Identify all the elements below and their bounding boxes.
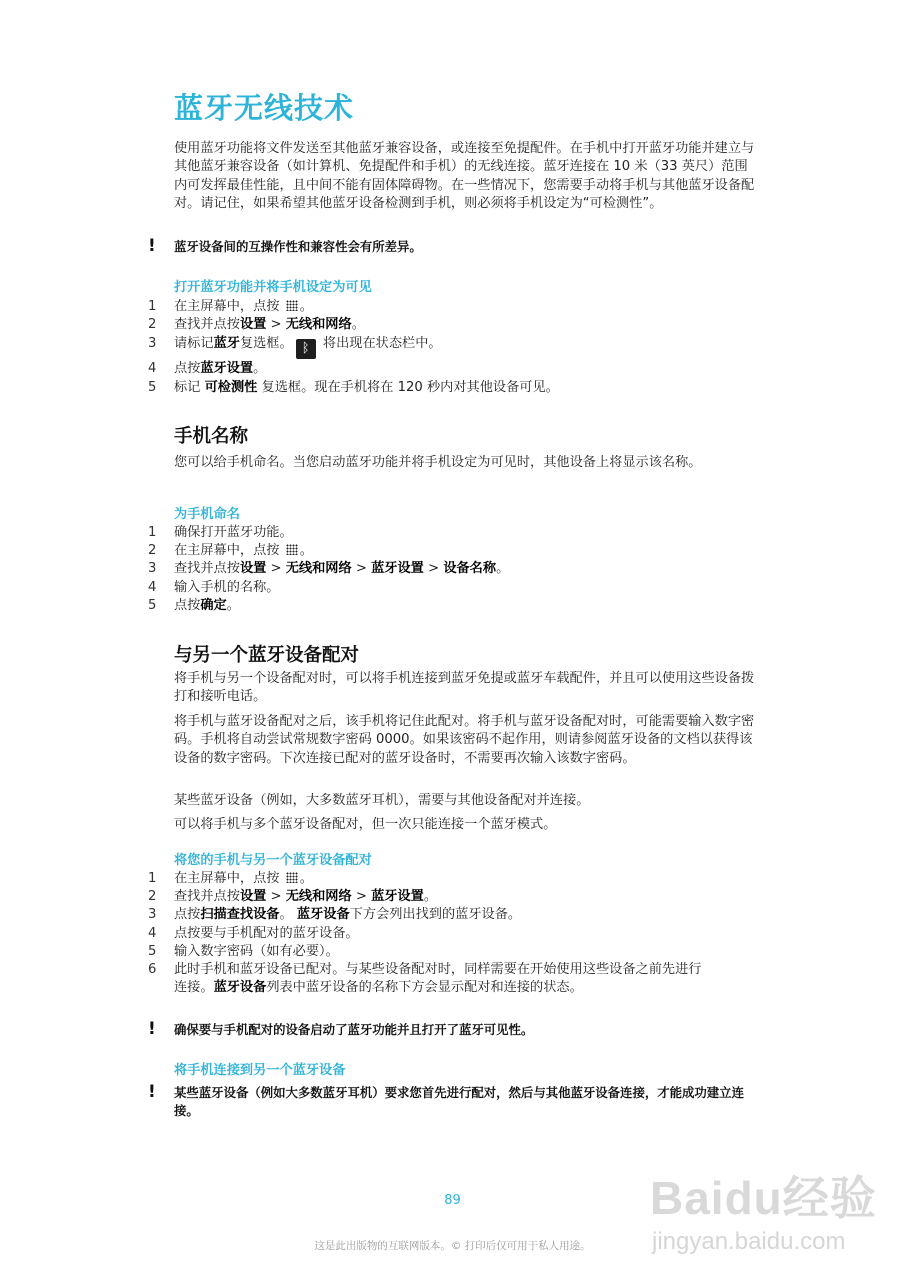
note-interoperability: ! 蓝牙设备间的互操作性和兼容性会有所差异。 [148,236,422,256]
note-pairing-visibility: ! 确保要与手机配对的设备启动了蓝牙功能并且打开了蓝牙可见性。 [148,1019,534,1039]
page-title: 蓝牙无线技术 [174,91,355,125]
pairing-paragraph-2: 将手机与蓝牙设备配对之后，该手机将记住此配对。将手机与蓝牙设备配对时，可能需要输入数字密码。手机将自动尝试常规数字密码 0000。如果该密码不起作用，则请参阅蓝牙设备的文档以获得该设备的数字密码。下次连接已配对的蓝牙设备时，不需要再次输入该数字密码。 [174,714,755,766]
warning-icon: ! [148,1019,156,1039]
list-item: 4 点按蓝牙设置。 [148,361,267,377]
list-item: 2 查找并点按设置 > 无线和网络 > 蓝牙设置。 [148,889,438,905]
list-item: 1 在主屏幕中，点按 。 [148,871,313,886]
list-item: 4 点按要与手机配对的蓝牙设备。 [148,925,359,941]
pairing-paragraph-3: 某些蓝牙设备（例如，大多数蓝牙耳机），需要与其他设备配对并连接。 [174,793,590,808]
baidu-logo: Baidu经验 [650,1172,877,1224]
warning-icon: ! [148,236,156,256]
list-item: 1 在主屏幕中，点按 。 [148,299,313,314]
steps-name-phone [148,524,758,615]
subheading-name-phone: 为手机命名 [174,507,240,522]
page-number: 89 [444,1193,461,1208]
list-item: 5 标记 可检测性 复选框。现在手机将在 120 秒内对其他设备可见。 [148,379,559,395]
steps-pair-device [148,870,758,997]
pairing-paragraph-1: 将手机与另一个设备配对时，可以将手机连接到蓝牙免提或蓝牙车载配件，并且可以使用这些设备拨打和接听电话。 [174,671,755,705]
list-item: 6 此时手机和蓝牙设备已配对。与某些设备配对时，同样需要在开始使用这些设备之前先进行连接。蓝牙设备列表中蓝牙设备的名称下方会显示配对和连接的状态。 [148,962,702,996]
subheading-connect-device: 将手机连接到另一个蓝牙设备 [174,1063,346,1078]
list-item: 3 点按扫描查找设备。 蓝牙设备下方会列出找到的蓝牙设备。 [148,907,522,923]
pairing-paragraph-4: 可以将手机与多个蓝牙设备配对，但一次只能连接一个蓝牙模式。 [174,817,557,832]
watermark-url: jingyan.baidu.com [652,1228,846,1255]
intro-paragraph: 使用蓝牙功能将文件发送至其他蓝牙兼容设备，或连接至免提配件。在手机中打开蓝牙功能并建立与其他蓝牙兼容设备（如计算机、免提配件和手机）的无线连接。蓝牙连接在 10 米（33 英尺）范围内可发挥最佳性能，且中间不能有固体障碍物。在一些情况下，您需要手动将手机与其他蓝牙设备配对。请记住，如果希望其他蓝牙设备检测到手机，则必须将手机设定为“可检测性”。 [174,141,755,212]
baidu-watermark [640,1148,880,1268]
note-connect-device: ! 某些蓝牙设备（例如大多数蓝牙耳机）要求您首先进行配对，然后与其他蓝牙设备连接，才能成功建立连接。 [148,1082,744,1118]
list-item: 2 在主屏幕中，点按 。 [148,543,313,559]
section-heading-enable-bluetooth: 打开蓝牙功能并将手机设定为可见 [174,280,372,295]
list-item: 4 输入手机的名称。 [148,579,280,595]
apps-grid-icon [286,300,298,311]
list-item: 5 输入数字密码（如有必要）。 [148,943,339,959]
list-item: 5 点按确定。 [148,597,240,613]
section-heading-phone-name: 手机名称 [174,426,249,447]
list-item: 3 查找并点按设置 > 无线和网络 > 蓝牙设置 > 设备名称。 [148,561,510,577]
phone-name-paragraph: 您可以给手机命名。当您启动蓝牙功能并将手机设定为可见时，其他设备上将显示该名称。 [174,455,702,470]
section-heading-pairing: 与另一个蓝牙设备配对 [174,645,360,666]
steps-enable-bluetooth [148,298,758,397]
list-item: 3 请标记蓝牙复选框。 ᛒ 将出现在状态栏中。 [148,335,758,359]
apps-grid-icon [286,544,298,555]
list-item: 1 确保打开蓝牙功能。 [148,525,293,540]
apps-grid-icon [286,872,298,883]
list-item: 2 查找并点按设置 > 无线和网络。 [148,317,365,333]
subheading-pair-device: 将您的手机与另一个蓝牙设备配对 [174,853,372,868]
warning-icon: ! [148,1082,156,1102]
footer-note: 这是此出版物的互联网版本。© 打印后仅可用于私人用途。 [314,1240,591,1252]
bluetooth-icon: ᛒ [296,339,316,359]
